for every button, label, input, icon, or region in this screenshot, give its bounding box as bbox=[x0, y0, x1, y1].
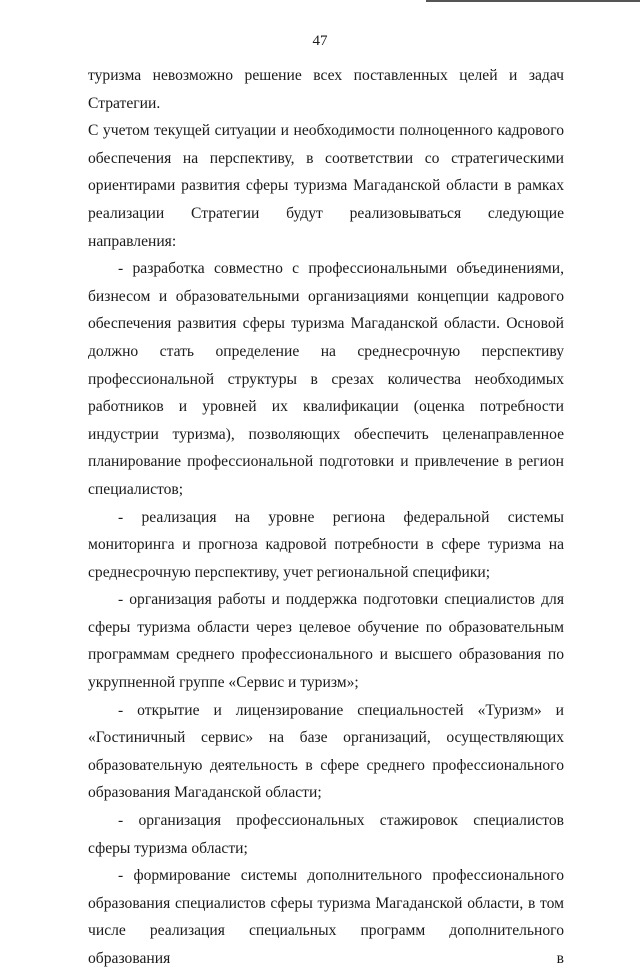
list-paragraph: - реализация на уровне региона федеральной системы мониторинга и прогноза кадровой потребности в сфере туризма на среднесрочную перспективу, учет региональной специфики; bbox=[88, 508, 564, 581]
paragraph: туризма невозможно решение всех поставленных целей и задач Стратегии. bbox=[88, 67, 564, 112]
list-paragraph: - разработка совместно с профессиональными объединениями, бизнесом и образовательными организациями концепции кадрового обеспечения развития сферы туризма Магаданской области. Основой должно стать определение на среднесрочную перспективу профессиональной структуры в срезах количества необходимых работников и уровней их квалификации (оценка потребности индустрии туризма), позволяющих обеспечить целенаправленное планирование профессиональной подготовки и привлечение в регион специалистов; bbox=[88, 260, 564, 498]
list-paragraph: - организация профессиональных стажировок специалистов сферы туризма области; bbox=[88, 812, 564, 857]
list-paragraph: - формирование системы дополнительного профессионального образования специалистов сферы туризма Магаданской области, в том числе реализация специальных программ дополнительного образования в bbox=[88, 867, 564, 967]
top-rule bbox=[426, 0, 640, 2]
paragraph: С учетом текущей ситуации и необходимости полноценного кадрового обеспечения на перспективу, в соответствии со стратегическими ориентирами развития сферы туризма Магаданской области в рамках реализации Стратегии будут реализовываться следующие направления: bbox=[88, 122, 564, 250]
list-paragraph: - открытие и лицензирование специальностей «Туризм» и «Гостиничный сервис» на базе организаций, осуществляющих образовательную деятельность в сфере среднего профессионального образования Магаданской области; bbox=[88, 701, 564, 802]
document-body bbox=[88, 62, 564, 973]
list-paragraph: - организация работы и поддержка подготовки специалистов для сферы туризма области через целевое обучение по образовательным программам среднего профессионального и высшего образования по укрупненной группе «Сервис и туризм»; bbox=[88, 591, 564, 692]
page-number: 47 bbox=[312, 33, 328, 49]
